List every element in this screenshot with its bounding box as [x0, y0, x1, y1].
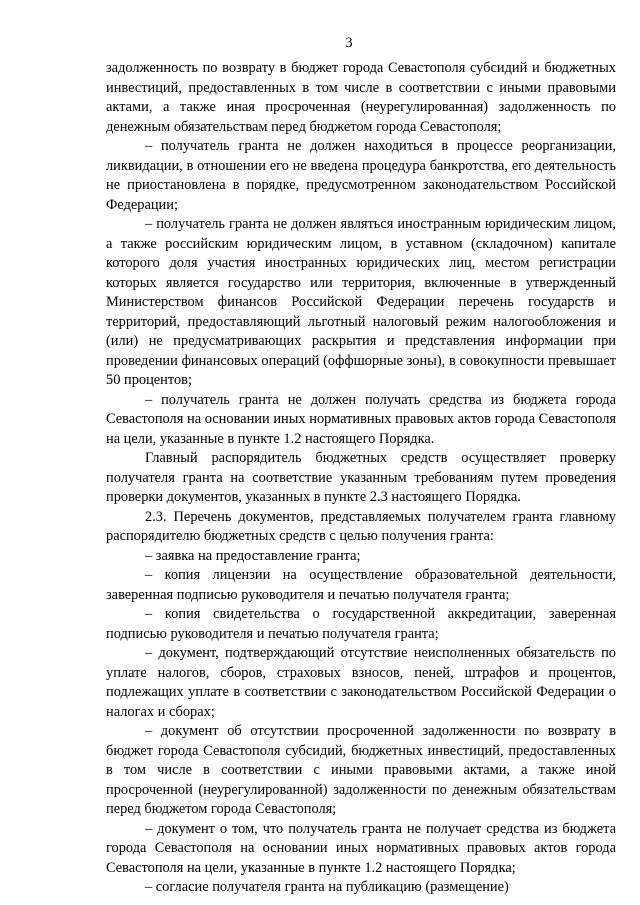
paragraph-p4: – получатель гранта не должен получать средства из бюджета города Севастополя на основании иных нормативных правовых актов города Севастополя на цели, указанные в пункте 1.2 настоящего Порядка. [106, 391, 616, 447]
paragraph-p3: – получатель гранта не должен являться иностранным юридическим лицом, а также российским юридическим лицом, в уставном (складочном) капитале которого доля участия иностранных юридических лиц, местом регистрации которых является государство или территория, включенные в утвержденный Министерством финансов Российской Федерации перечень государств и территорий, предоставляющий льготный налоговый режим налогообложения и (или) не предусматривающих раскрытия и представления информации при проведении финансовых операций (оффшорные зоны), в совокупности превышает 50 процентов; [106, 216, 616, 388]
paragraph-p9: – копия свидетельства о государственной аккредитации, заверенная подписью руководителя и печатью получателя гранта; [106, 606, 616, 642]
paragraph-p13: – согласие получателя гранта на публикацию (размещение) [145, 879, 509, 895]
paragraph-p1: задолженность по возврату в бюджет города Севастополя субсидий и бюджетных инвестиций, предоставленных в том числе в соответствии с иными правовыми актами, а также иная просроченная (неурегулированная) задолженность по денежным обязательствам перед бюджетом города Севастополя; [106, 60, 616, 135]
paragraph-p11: – документ об отсутствии просроченной задолженности по возврату в бюджет города Севастополя субсидий, бюджетных инвестиций, предоставленных в том числе в соответствии с иными правовыми актами, а также иной просроченной (неурегулированной) задолженности по денежным обязательствам перед бюджетом города Севастополя; [106, 723, 616, 817]
paragraph-p5: Главный распорядитель бюджетных средств осуществляет проверку получателя гранта на соответствие указанным требованиям путем проведения проверки документов, указанных в пункте 2.3 настоящего Порядка. [106, 450, 616, 505]
paragraph-p10: – документ, подтверждающий отсутствие неисполненных обязательств по уплате налогов, сборов, страховых взносов, пеней, штрафов и процентов, подлежащих уплате в соответствии с законодательством Российской Федерации о налогах и сборах; [106, 645, 616, 720]
paragraph-p2: – получатель гранта не должен находиться в процессе реорганизации, ликвидации, в отношении его не введена процедура банкротства, его деятельность не приостановлена в порядке, предусмотренном законодательством Российской Федерации; [106, 138, 616, 213]
page-number: 3 [345, 35, 353, 51]
paragraph-p12: – документ о том, что получатель гранта не получает средства из бюджета города Севастополя на основании иных нормативных правовых актов города Севастополя на цели, указанные в пункте 1.2 настоящего Порядка; [106, 820, 616, 876]
document-body [106, 59, 616, 898]
paragraph-p7: – заявка на предоставление гранта; [145, 547, 361, 564]
paragraph-p8: – копия лицензии на осуществление образовательной деятельности, заверенная подписью руководителя и печатью получателя гранта; [106, 567, 616, 603]
paragraph-p6: 2.3. Перечень документов, представляемых получателем гранта главному распорядителю бюджетных средств с целью получения гранта: [106, 508, 616, 544]
